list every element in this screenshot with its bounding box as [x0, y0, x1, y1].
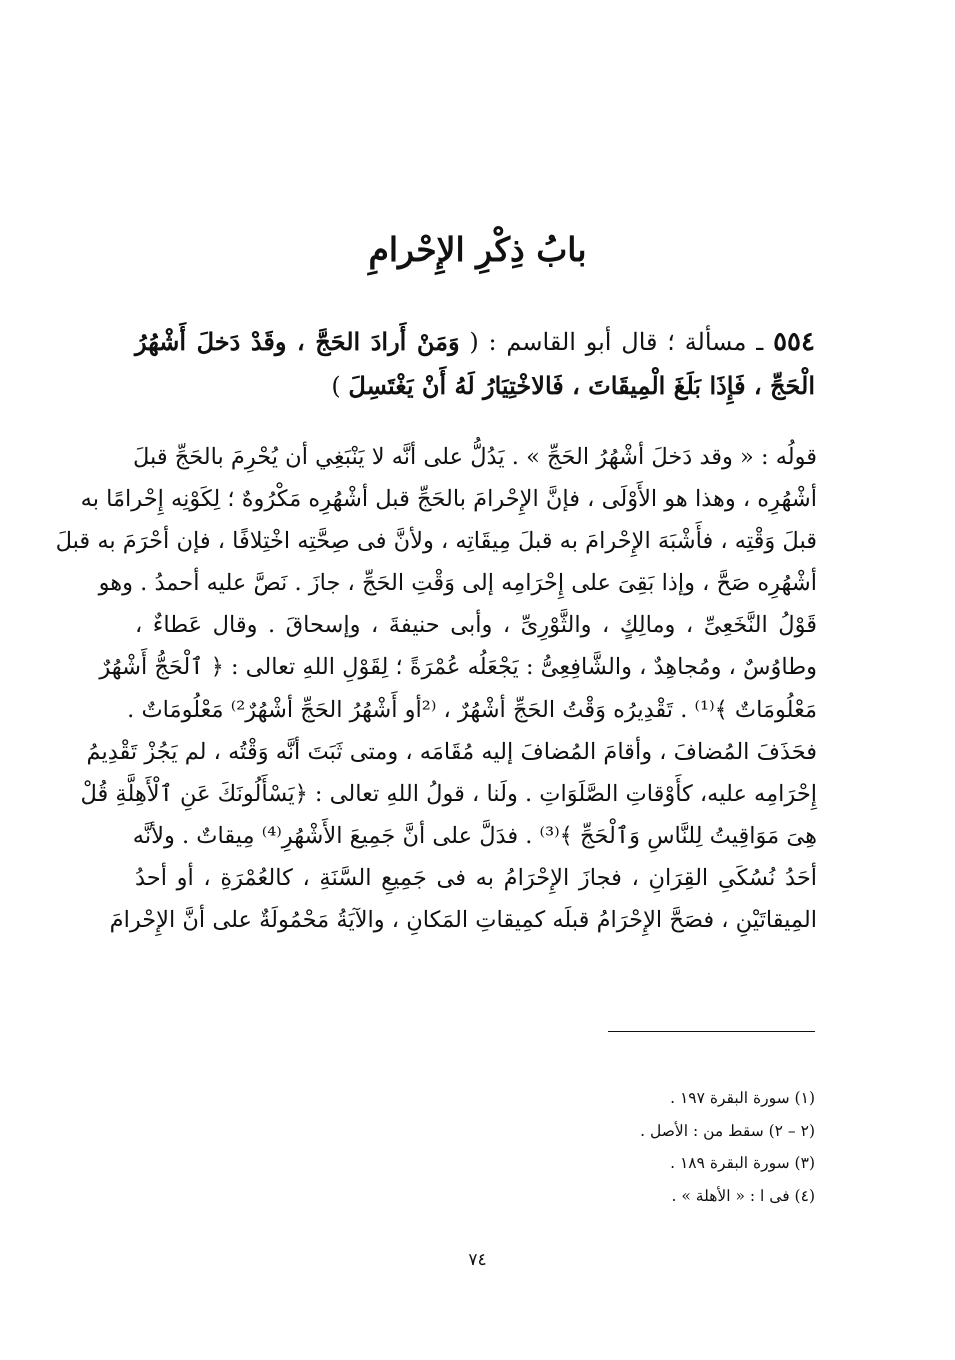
text-line: هِىَ مَوَاقِيتُ لِلنَّاسِ وَٱلْحَجِّ ﴾⁽³⁾ . فدَلَّ على أنَّ جَمِيعَ الأَشْهُرِ⁽⁴⁾ مِيقاتٌ . ولأنَّه [132, 822, 817, 849]
issue-close: ) [331, 372, 341, 400]
page-number: ٧٤ [468, 1250, 487, 1270]
chapter-title: بابُ ذِكْرِ الإِحْرامِ [368, 230, 587, 269]
footnote: (٣) سورة البقرة ١٨٩ . [670, 1154, 815, 1172]
text-line: أشْهُرِه ، وهذا هو الأَوْلَى ، فإنَّ الإِحْرامَ بالحَجِّ قبل أشْهُرِه مَكْرُوهٌ ؛ لِكَوْنِه إِحْرامًا به [80, 486, 817, 513]
text-line: قولُه : « وقد دَخلَ أشْهُرُ الحَجِّ » . يَدُلُّ على أنَّه لا يَنْبَغِي أن يُحْرِمَ بالحَجِّ قبلَ [132, 444, 817, 470]
text-line: فحَذَفَ المُضافَ ، وأقامَ المُضافَ إليه مُقَامَه ، ومتى ثَبَتَ أنَّه وَقْتُه ، لم يَجُزْ تَقْدِيمُ [86, 738, 817, 765]
issue-paragraph [135, 320, 815, 408]
footnote: (١) سورة البقرة ١٩٧ . [670, 1089, 815, 1107]
issue-number: ٥٥٤ [773, 327, 815, 357]
issue-quote: وَمَنْ أَرادَ الحَجَّ ، وقَدْ دَخلَ أَشْهُرُ الْحَجِّ ، فَإِذَا بَلَغَ الْمِيقَاتَ ، فَالاخْتِيَارُ لَهُ أَنْ يَغْتَسِلَ [135, 327, 815, 400]
text-line: مَعْلُومَاتٌ ﴾⁽¹⁾ . تَقْدِيرُه وَقْتُ الحَجِّ أشْهُرٌ ، ⁽²أو أَشْهُرُ الحَجِّ أشْهُرٌ²⁾ مَعْلُومَاتٌ . [127, 696, 817, 723]
text-line: أشْهُرِه صَحَّ ، وإذا بَقِىَ على إِحْرَامِه إلى وَقْتِ الحَجِّ ، جازَ . نَصَّ عليه أحمدُ . وهو [98, 570, 817, 597]
text-line: قبلَ وَقْتِه ، فأَشْبَهَ الإِحْرامَ به قبلَ مِيقَاتِه ، ولأنَّ فى صِحَّتِه اخْتِلافًا ، فإن أحْرَمَ به قبلَ [55, 528, 817, 555]
text-line: إِحْرَامِه عليه، كأَوْقاتِ الصَّلَوَاتِ . ولَنا ، قولُ اللهِ تعالى : ﴿يَسْأَلُونَكَ عَنِ ٱلْأَهِلَّةِ قُلْ [80, 780, 817, 807]
text-line: وطاوُسٌ ، ومُجاهِدٌ ، والشَّافِعِىُّ : يَجْعَلُه عُمْرَةً ؛ لِقَوْلِ اللهِ تعالى : ﴿ ٱلْحَجُّ أَشْهُرٌ [99, 654, 817, 681]
text-line: المِيقاتَيْنِ ، فصَحَّ الإِحْرَامُ قبلَه كمِيقاتِ المَكانِ ، والآيَةُ مَحْمُولَةٌ على أنَّ الإِحْرامَ [109, 907, 817, 934]
text-line: قَوْلُ النَّخَعِىِّ ، ومالِكٍ ، والثَّوْرِىِّ ، وأبى حنيفةَ ، وإسحاقَ . وقال عَطاءٌ ، [135, 612, 817, 639]
footnote-divider [608, 1031, 815, 1032]
footnote: (٤) فى ا : « الأهلة » . [671, 1186, 815, 1205]
footnotes [300, 1082, 815, 1212]
text-line: أحَدُ نُسُكَىِ القِرَانِ ، فجازَ الإِحْرَامُ به فى جَمِيعِ السَّنَةِ ، كالعُمْرَةِ ، أو أحدُ [135, 864, 817, 891]
issue-intro: ـ مسألة ؛ قال أبو القاسم : ( [469, 328, 764, 356]
footnote: (٢ – ٢) سقط من : الأصل . [640, 1121, 815, 1140]
commentary-text [55, 436, 817, 941]
